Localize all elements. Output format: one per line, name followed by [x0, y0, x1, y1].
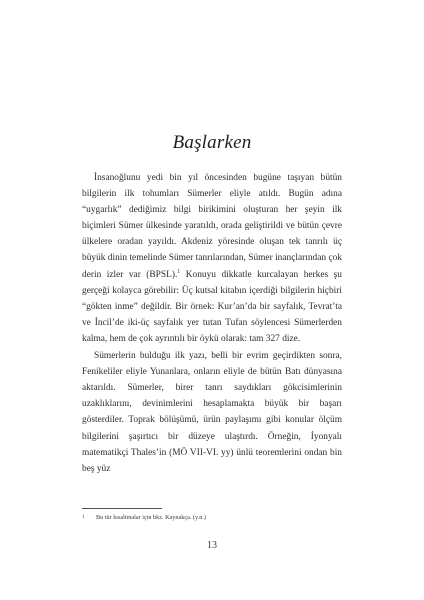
- paragraph-1-text-b: Konuyu dikkatle kurcalayan herkes şu gerçeği kolayca görebilir: Üç kutsal kitabın içerdiği bilgilerin hiçbiri “gökten inme” değildir. Bir örnek: Kur’an’da bir sayfalık, Tevrat’ta ve İncil’de iki-üç sayfalık yer tutan Tufan söylencesi Sümerlerden kalma, hem de çok ayrıntılı bir öykü olarak: tam 327 dize.: [82, 269, 342, 344]
- paragraph-2: Sümerlerin bulduğu ilk yazı, belli bir evrim geçirdikten sonra, Fenikeliler eliyle Yunanlara, onların eliyle de bütün Batı dünyasına aktarıldı. Sümerler, birer tanrı saydıkları gökcisimlerinin uzaklıklarını, devinimlerini hesaplamakta büyük bir başarı gösterdiler. Toprak bölüşümü, ürün paylaşımı gibi konular ölçüm bilgilerini şaşırtıcı bir düzeye ulaştırdı. Örneğin, İyonyalı matematikçi Thales’in (MÖ VII-VI. yy) ünlü teoremlerini ondan bin beş yüz: [82, 351, 342, 474]
- footnote-reference: 1: [177, 268, 181, 275]
- footnote-number: 1: [82, 515, 85, 520]
- footnote: [82, 513, 342, 522]
- paragraph-1: [82, 170, 342, 347]
- page-number: 13: [207, 540, 217, 551]
- chapter-title: Başlarken: [172, 132, 252, 153]
- footnote-text: Bu tür kısaltmalar için bkz. Kaynakça. (y.n.): [96, 514, 206, 521]
- paragraph-1-text-a: İnsanoğlunu yedi bin yıl öncesinden bugüne taşıyan bütün bilgilerin ilk tohumları Sümerler eliyle atıldı. Bugün adına “uygarlık” dediğimiz bilgi birikimini oluşturan her şeyin ilk biçimleri Sümer ülkesinde yaratıldı, orada geliştirildi ve bütün çevre ülkelere oradan yayıldı. Akdeniz yöresinde oluşan tek tanrılı üç büyük dinin temelinde Sümer tanrılarından, Sümer inançlarından çok derin izler var (BPSL).: [82, 173, 342, 280]
- footnote-divider: [82, 508, 162, 509]
- body-text: [82, 170, 342, 477]
